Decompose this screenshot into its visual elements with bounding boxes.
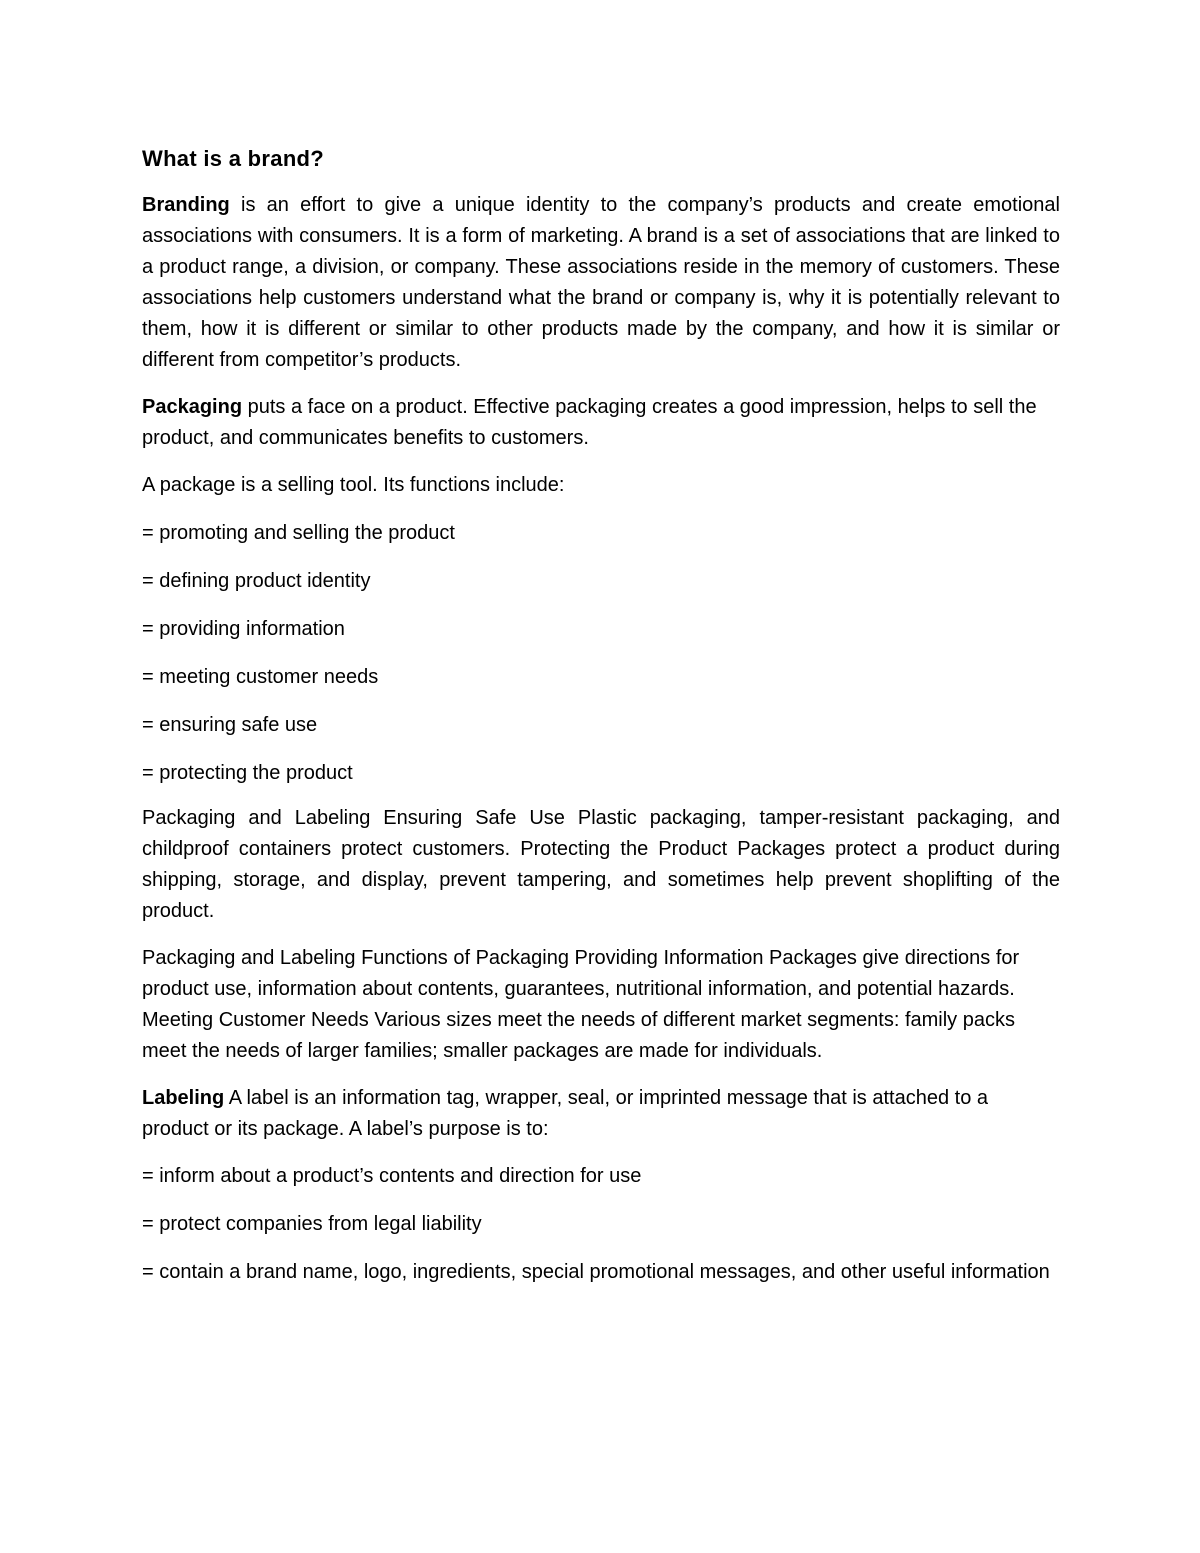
branding-term: Branding xyxy=(142,194,230,216)
list-item: = promoting and selling the product xyxy=(142,522,455,544)
list-item: = providing information xyxy=(142,618,345,640)
page-title: What is a brand? xyxy=(142,146,325,171)
package-intro: A package is a selling tool. Its functions include: xyxy=(142,474,565,496)
list-item: = protecting the product xyxy=(142,762,353,784)
list-item: = meeting customer needs xyxy=(142,666,379,688)
branding-paragraph xyxy=(142,190,1060,376)
list-item: = inform about a product’s contents and direction for use xyxy=(142,1165,642,1187)
labeling-paragraph xyxy=(142,1083,1060,1145)
packaging-text: puts a face on a product. Effective packaging creates a good impression, helps to sell the product, and communicates benefits to customers. xyxy=(142,396,1037,449)
labeling-term: Labeling xyxy=(142,1087,225,1109)
list-item: = contain a brand name, logo, ingredients, special promotional messages, and other useful information xyxy=(142,1261,1050,1283)
list-item: = defining product identity xyxy=(142,570,371,592)
labeling-text: A label is an information tag, wrapper, seal, or imprinted message that is attached to a product or its package. A label’s purpose is to: xyxy=(142,1087,988,1140)
document-body xyxy=(142,142,1060,1304)
list-item: = ensuring safe use xyxy=(142,714,318,736)
packaging-paragraph xyxy=(142,392,1060,454)
functions-paragraph: Packaging and Labeling Functions of Packaging Providing Information Packages give directions for product use, information about contents, guarantees, nutritional information, and potential hazards. Meeting Customer Needs Various sizes meet the needs of different market segments: family packs meet the needs of larger families; smaller packages are made for individuals. xyxy=(142,947,1020,1062)
packaging-term: Packaging xyxy=(142,396,243,418)
branding-text: is an effort to give a unique identity to the company’s products and create emotional associations with consumers. It is a form of marketing. A brand is a set of associations that are linked to a product range, a division, or company. These associations reside in the memory of customers. These associations help customers understand what the brand or company is, why it is potentially relevant to them, how it is different or similar to other products made by the company, and how it is similar or different from competitor’s products. xyxy=(142,194,1060,371)
safe-use-paragraph: Packaging and Labeling Ensuring Safe Use Plastic packaging, tamper-resistant packaging, and childproof containers protect customers. Protecting the Product Packages protect a product during shipping, storage, and display, prevent tampering, and sometimes help prevent shoplifting of the product. xyxy=(142,807,1060,922)
list-item: = protect companies from legal liability xyxy=(142,1213,482,1235)
